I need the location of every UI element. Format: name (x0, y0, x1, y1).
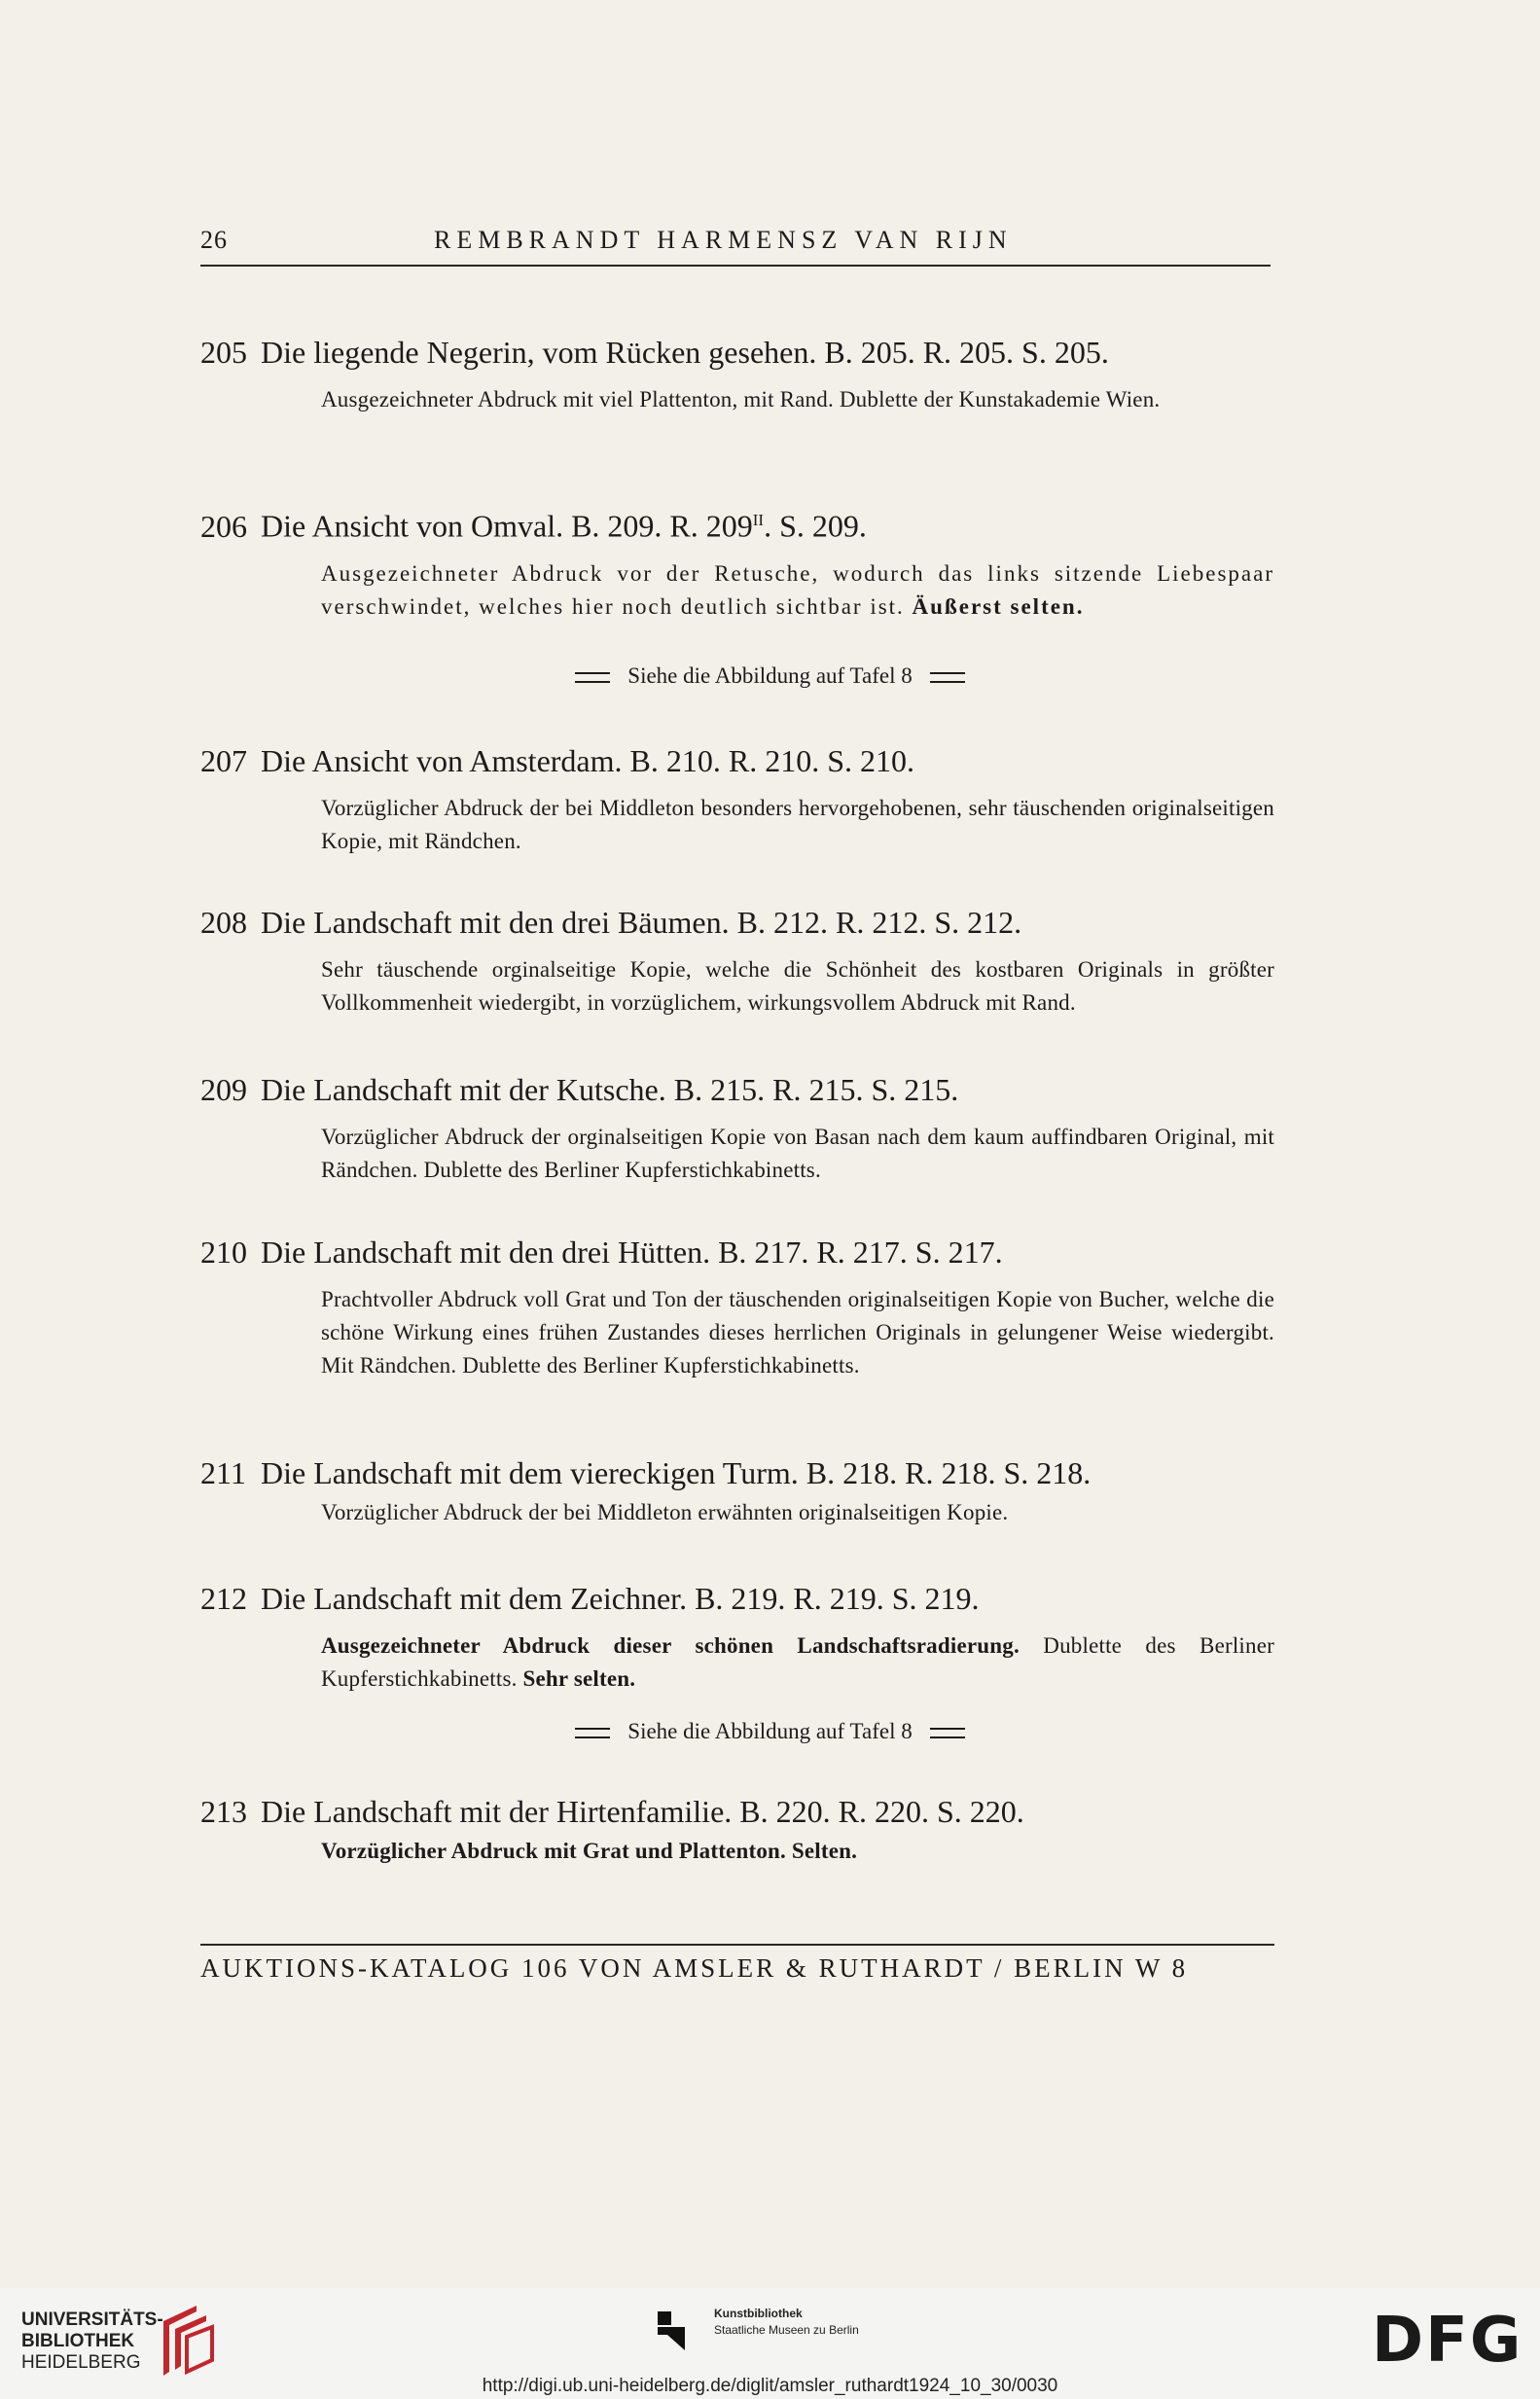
double-rule-left (575, 672, 610, 683)
kunstbibliothek-name[interactable] (714, 2306, 859, 2339)
entry-number: 208 (200, 905, 247, 940)
plate-reference (0, 1717, 1540, 1746)
page-header (200, 226, 1271, 267)
entry-number: 206 (200, 508, 247, 544)
entry-title-text: Die Landschaft mit den drei Bäumen. B. 212. R. 212. S. 212. (261, 905, 1022, 940)
uni-line-3: HEIDELBERG (21, 2352, 141, 2373)
entry-title-text: Die Landschaft mit dem viereckigen Turm. B. 218. R. 218. S. 218. (261, 1455, 1092, 1490)
entry-title-text: Die Ansicht von Amsterdam. B. 210. R. 210. S. 210. (261, 743, 914, 778)
page-number: 26 (200, 226, 228, 254)
entry-description-text: Ausgezeichneter Abdruck vor der Retusche, wodurch das links sitzende Liebespaar verschwindet, welches hier noch deutlich sichtbar ist. (321, 560, 1274, 619)
entry-description-bold-lead: Ausgezeichneter Abdruck dieser schönen Landschaftsradierung. (321, 1633, 1020, 1658)
kb-line-1: Kunstbibliothek (714, 2307, 803, 2320)
double-rule-right (930, 672, 965, 683)
university-library-logo-icon[interactable] (158, 2302, 214, 2380)
entry-number: 209 (200, 1072, 247, 1107)
catalog-entry-211 (200, 1453, 1275, 1529)
plate-reference-text: Siehe die Abbildung auf Tafel 8 (627, 663, 913, 688)
catalog-entry-209 (200, 1070, 1275, 1187)
catalog-entry-210 (200, 1233, 1275, 1382)
catalog-entry-212 (200, 1579, 1275, 1696)
entry-description (321, 1835, 1274, 1868)
entry-description-bold: Sehr selten. (522, 1666, 636, 1691)
entry-number: 213 (200, 1794, 247, 1829)
catalog-entry-205 (200, 333, 1275, 416)
entry-description (321, 1629, 1274, 1696)
entry-title-superscript: II (752, 511, 765, 529)
entry-description-bold: Vorzüglicher Abdruck mit Grat und Plattenton. Selten. (321, 1839, 858, 1863)
running-title: REMBRANDT HARMENSZ VAN RIJN (434, 226, 1013, 254)
entry-title (200, 333, 1275, 372)
entry-description (321, 557, 1274, 624)
uni-line-2: BIBLIOTHEK (21, 2331, 135, 2351)
entry-title (200, 501, 1275, 546)
entry-title (200, 1453, 1275, 1492)
entry-title-end: . S. 209. (764, 508, 867, 544)
entry-description: Vorzüglicher Abdruck der orginalseitigen Kopie von Basan nach dem kaum auffindbaren Original, mit Rändchen. Dublette des Berliner Kupferstichkabinetts. (321, 1125, 1274, 1182)
entry-number: 205 (200, 335, 247, 370)
entry-description-bold: Äußerst selten. (912, 593, 1085, 619)
entry-description: Vorzüglicher Abdruck der bei Middleton besonders hervorgehobenen, sehr täuschenden originalseitigen Kopie, mit Rändchen. (321, 796, 1274, 853)
entry-description-text: Dublette des Berliner Kupferstichkabinetts. (321, 1633, 1274, 1691)
entry-title-text: Die Ansicht von Omval. B. 209. R. 209 (261, 508, 753, 544)
entry-title (200, 741, 1275, 780)
entry-description: Sehr täuschende orginalseitige Kopie, welche die Schönheit des kostbaren Originals in größter Vollkommenheit wiedergibt, in vorzüglichem, wirkungsvollem Abdruck mit Rand. (321, 957, 1274, 1015)
entry-title (200, 1579, 1275, 1618)
plate-reference-text: Siehe die Abbildung auf Tafel 8 (627, 1719, 913, 1743)
entry-title (200, 1792, 1275, 1831)
digitization-bar (0, 2288, 1540, 2399)
entry-title-text: Die Landschaft mit der Kutsche. B. 215. R. 215. S. 215. (261, 1072, 959, 1107)
entry-title-text: Die Landschaft mit den drei Hütten. B. 217. R. 217. S. 217. (261, 1235, 1003, 1270)
kb-line-2: Staatliche Museen zu Berlin (714, 2323, 859, 2337)
entry-description: Prachtvoller Abdruck voll Grat und Ton der täuschenden originalseitigen Kopie von Bucher, welche die schöne Wirkung eines frühen Zustandes dieses herrlichen Originals in gelungener Weise wiedergibt. Mit Rändchen. Dublette des Berliner Kupferstichkabinetts. (321, 1287, 1274, 1378)
double-rule-right (930, 1728, 965, 1738)
entry-title (200, 1070, 1275, 1109)
uni-line-1: UNIVERSITÄTS- (21, 2309, 163, 2330)
entry-title-text: Die Landschaft mit der Hirtenfamilie. B. 220. R. 220. S. 220. (261, 1794, 1024, 1829)
catalog-entry-206 (200, 501, 1275, 624)
entry-number: 210 (200, 1235, 247, 1270)
catalog-entry-213 (200, 1792, 1275, 1868)
entry-description: Vorzüglicher Abdruck der bei Middleton erwähnten originalseitigen Kopie. (321, 1500, 1009, 1524)
university-library-name[interactable] (21, 2309, 163, 2374)
entry-title (200, 1233, 1275, 1271)
entry-number: 207 (200, 743, 247, 778)
entry-title-text: Die liegende Negerin, vom Rücken gesehen. B. 205. R. 205. S. 205. (261, 335, 1109, 370)
page-footer: AUKTIONS-KATALOG 106 VON AMSLER & RUTHARDT / BERLIN W 8 (200, 1944, 1274, 1984)
permalink-url[interactable]: http://digi.ub.uni-heidelberg.de/diglit/amsler_ruthardt1924_10_30/0030 (482, 2376, 1058, 2396)
entry-description: Ausgezeichneter Abdruck mit viel Plattenton, mit Rand. Dublette der Kunstakademie Wien. (321, 387, 1161, 412)
double-rule-left (575, 1728, 610, 1738)
catalog-entry-207 (200, 741, 1275, 858)
entry-number: 211 (200, 1455, 246, 1490)
kunstbibliothek-logo-icon[interactable] (658, 2311, 685, 2350)
entry-title (200, 903, 1275, 942)
dfg-logo[interactable]: DFG (1372, 2305, 1523, 2377)
entry-number: 212 (200, 1581, 247, 1616)
plate-reference (0, 662, 1540, 691)
catalog-entry-208 (200, 903, 1275, 1020)
entry-title-text: Die Landschaft mit dem Zeichner. B. 219. R. 219. S. 219. (261, 1581, 980, 1616)
